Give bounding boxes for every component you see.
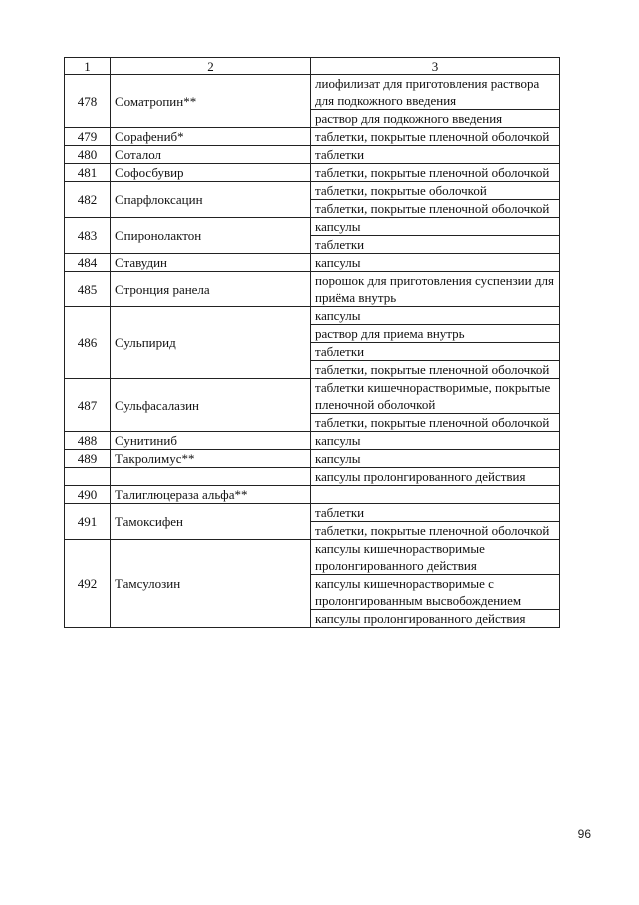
drug-name: Спарфлоксацин <box>111 182 311 218</box>
dosage-form: порошок для приготовления суспензии для приёма внутрь <box>311 272 560 307</box>
table-row <box>65 146 560 164</box>
drug-name: Соталол <box>111 146 311 164</box>
table-row <box>65 432 560 450</box>
row-number: 480 <box>65 146 111 164</box>
row-number: 484 <box>65 254 111 272</box>
dosage-form: капсулы <box>311 432 560 450</box>
dosage-form: таблетки, покрытые пленочной оболочкой <box>311 414 560 432</box>
dosage-form: капсулы <box>311 218 560 236</box>
drug-name <box>111 468 311 486</box>
drug-name: Сульпирид <box>111 307 311 379</box>
dosage-form: таблетки, покрытые пленочной оболочкой <box>311 361 560 379</box>
table-row <box>65 450 560 468</box>
table-row <box>65 307 560 325</box>
drug-name: Талиглюцераза альфа** <box>111 486 311 504</box>
row-number: 489 <box>65 450 111 468</box>
page-number: 96 <box>577 827 591 841</box>
row-number: 490 <box>65 486 111 504</box>
dosage-form: таблетки, покрытые пленочной оболочкой <box>311 128 560 146</box>
table-row <box>65 254 560 272</box>
table-row <box>65 540 560 575</box>
column-header: 3 <box>311 58 560 75</box>
drug-name: Ставудин <box>111 254 311 272</box>
dosage-form: капсулы кишечнорастворимые с пролонгированным высвобождением <box>311 575 560 610</box>
dosage-form: капсулы <box>311 254 560 272</box>
row-number: 491 <box>65 504 111 540</box>
drug-name: Тамоксифен <box>111 504 311 540</box>
dosage-form: таблетки кишечнорастворимые, покрытые пленочной оболочкой <box>311 379 560 414</box>
column-header: 2 <box>111 58 311 75</box>
dosage-form: раствор для приема внутрь <box>311 325 560 343</box>
dosage-form: раствор для подкожного введения <box>311 110 560 128</box>
dosage-form: таблетки, покрытые пленочной оболочкой <box>311 200 560 218</box>
dosage-form: таблетки <box>311 236 560 254</box>
dosage-form: капсулы <box>311 450 560 468</box>
dosage-form: лиофилизат для приготовления раствора для подкожного введения <box>311 75 560 110</box>
table-row <box>65 272 560 307</box>
drug-name: Софосбувир <box>111 164 311 182</box>
row-number: 483 <box>65 218 111 254</box>
drug-name: Соматропин** <box>111 75 311 128</box>
row-number: 486 <box>65 307 111 379</box>
dosage-form: капсулы <box>311 307 560 325</box>
table-row <box>65 75 560 110</box>
row-number: 488 <box>65 432 111 450</box>
dosage-form: капсулы пролонгированного действия <box>311 468 560 486</box>
row-number: 487 <box>65 379 111 432</box>
row-number: 478 <box>65 75 111 128</box>
drug-name: Сорафениб* <box>111 128 311 146</box>
drug-name: Тамсулозин <box>111 540 311 628</box>
dosage-form: таблетки <box>311 343 560 361</box>
table-row <box>65 379 560 414</box>
table-row <box>65 164 560 182</box>
drug-name: Сульфасалазин <box>111 379 311 432</box>
row-number: 479 <box>65 128 111 146</box>
row-number: 485 <box>65 272 111 307</box>
table-row <box>65 486 560 504</box>
drug-table <box>64 57 560 628</box>
table-row <box>65 504 560 522</box>
row-number: 481 <box>65 164 111 182</box>
drug-name: Спиронолактон <box>111 218 311 254</box>
dosage-form: таблетки <box>311 146 560 164</box>
row-number: 492 <box>65 540 111 628</box>
row-number: 482 <box>65 182 111 218</box>
drug-name: Стронция ранела <box>111 272 311 307</box>
dosage-form: таблетки, покрытые оболочкой <box>311 182 560 200</box>
table-row <box>65 468 560 486</box>
dosage-form: капсулы кишечнорастворимые пролонгированного действия <box>311 540 560 575</box>
dosage-form: таблетки, покрытые пленочной оболочкой <box>311 164 560 182</box>
table-header-row <box>65 58 560 75</box>
drug-name: Сунитиниб <box>111 432 311 450</box>
table-body <box>65 75 560 628</box>
table-row <box>65 218 560 236</box>
column-header: 1 <box>65 58 111 75</box>
drug-name: Такролимус** <box>111 450 311 468</box>
dosage-form: таблетки, покрытые пленочной оболочкой <box>311 522 560 540</box>
dosage-form: таблетки <box>311 504 560 522</box>
dosage-form: капсулы пролонгированного действия <box>311 610 560 628</box>
table-row <box>65 182 560 200</box>
dosage-form <box>311 486 560 504</box>
table-row <box>65 128 560 146</box>
row-number <box>65 468 111 486</box>
